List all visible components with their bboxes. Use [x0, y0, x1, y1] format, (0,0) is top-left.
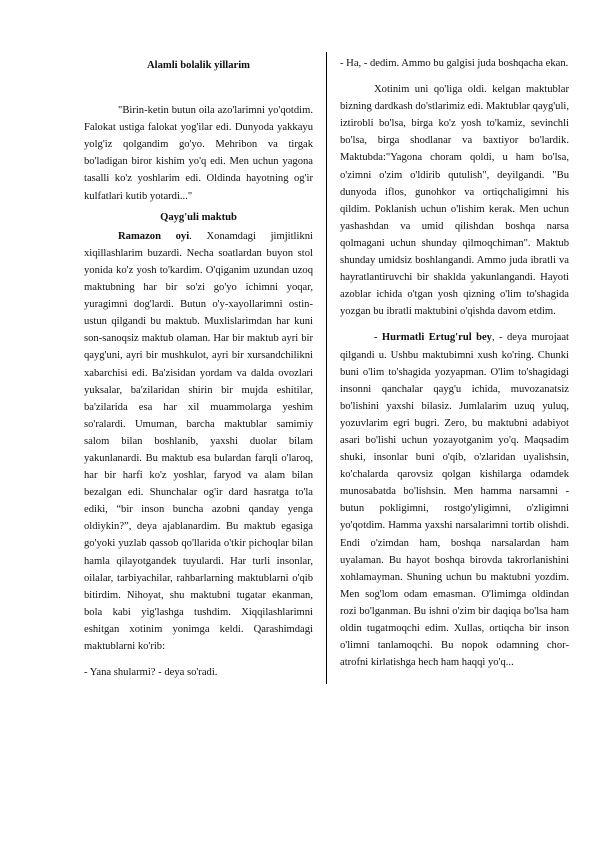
right-column [340, 55, 569, 671]
dialog-line: - Ha, - dedim. Ammo bu galgisi juda boshqacha ekan. [340, 58, 569, 69]
author-name: Ramazon oyi [118, 230, 190, 242]
letter-text: , - deya murojaat qilgandi u. Ushbu maktubimni xush ko'ring. Chunki buni o'lim to'shagida yozyapman. O'lim to'shagidagi insonni qanchalar qayg'u ichida, muvozanatsiz bo'lishini yaxshi bilasiz. Jumlalarim uzuq yuluq, yozuvlarim egri bugri. Zero, bu maktubni adabiyot asari bo'lishi uchun yozayotganim yo'q. Maqsadim shuki, insonlar buni o'qib, o'zlaridan uyalishsin, ko'chalarda qarovsiz qolgan kishilarga odamdek munosabatda bo'lishsin. Men hamma narsamni - butun pokligimni, rostgo'yligimni, o'zligimni yo'qotdim. Hamma yaxshi narsalarimni tortib olishdi. Endi o'zimdan ham, boshqa narsalardan ham uyalaman. Bu hayot boshqa birovda takrorlanishini xohlamayman. Shuning uchun bu maktubni yozdim. Men sog'lom odam emasman. O'limimga oldindan rozi bo'lganman. Bu ishni o'zim bir daqiqa bo'lsa ham oldin tugatmoqchi edim. Xullas, ortiqcha bir inson o'limni tanlamoqchi. Bu nopok odamning chor-atrofni kirlatishga hech ham haqqi yo'q... [340, 332, 569, 669]
left-column [84, 55, 313, 681]
intro-quote: "Birin-ketin butun oila azo'larimni yo'qotdim. Falokat ustiga falokat yog'ilar edi. Dunyoda yakkayu yolg'iz qolgandim go'yo. Mehribon va tirgak bo'ladigan biror kishim yo'q edi. Men uchun yagona tasalli ko'z yoshlarim edi. Oldinda hayotning og'ir kulfatlari kutib yotardi..." [84, 105, 313, 202]
column-divider [326, 52, 327, 684]
salutation: - Hurmatli Ertug'rul bey [374, 332, 492, 344]
article-title: Alamli bolalik yillarim [147, 60, 250, 71]
section-subtitle: Qayg'uli maktub [160, 211, 237, 223]
letter-paragraph-1: Xotinim uni qo'liga oldi. kelgan maktublar bizning dardkash do'stlarimiz edi. Maktublar qayg'uli, iztirobli bo'lsa, birga ko'z yosh to'kamiz, sevinchli bo'lsa, birga shodlanar va baxtiyor bo'lardik. Maktubda:"Yagona choram qoldi, u ham bo'lsa, o'zimni o'zim o'ldirib qutulish", deyilgandi. "Bu dunyoda iflos, gunohkor va ortiqchaligimni his qildim. Poklanish uchun o'lishim kerak. Men uchun yashashdan va umid qilishdan boshqa narsa qolmagani uchun shunday qilmoqchiman". Maktub shunday umidsiz boshlangandi. Ammo juda ibratli va hayratlantiruvchi bir shaklda yakunlangandi. Hayoti azoblar ichida o'tgan yosh qizning o'lim to'shagida yozgan bu ibratli maktubini o'qishda davom etdim. [340, 84, 569, 318]
body-paragraph [84, 228, 313, 655]
letter-paragraph-2 [340, 329, 569, 671]
body-text: . Xonamdagi jimjitlikni xiqillashlarim buzardi. Necha soatlardan buyon stol yonida ko'z yosh to'kardim. O'qiganim uzundan uzoq maktubning har bir so'zi go'yo ichimni yoqar, yuragimni dog'lardi. Butun o'y-xayollarimni ostin-ustun qilgandi bu maktub. Muxlislarimdan har kuni son-sanoqsiz maktub olaman. Har bir maktub ayri bir qayg'uni, ayri bir mushkulot, ayri bir xursandchilikni xabarchisi edi. Ba'zisidan yordam va dalda ovozlari yuksalar, ba'zilaridan shirin bir mujda eshitilar, ba'zilarida esa har xil muammolarga yeshim so'ralardi. Umuman, barcha maktublar samimiy salom bilan boshlanib, yaxshi duolar bilam yakunlanardi. Bu maktub esa bulardan farqli o'laroq, har bir harfi ko'z yoshlar, faryod va alam bilan bezalgan edi. Shunchalar og'ir dard hasratga to'la ediki, “bir inson buncha azobni qanday yenga oldiykin?”, deya ajablanardim. Bu maktub egasiga go'yoki yuzlab qassob qo'llarida o'tkir pichoqlar bilan hamla qilayotgandek tuyulardi. Har turli insonlar, oilalar, tarbiyachilar, rahbarlarning maktublarni o'qib bitirdim. Nihoyat, shu maktubni tugatar ekanman, bola kabi yig'lashga tushdim. Xiqqilashlarimni eshitgan xotinim yonimga keldi. Qarashimdagi maktublarni ko'rib: [84, 230, 313, 652]
closing-line: - Yana shularmi? - deya so'radi. [84, 667, 218, 679]
